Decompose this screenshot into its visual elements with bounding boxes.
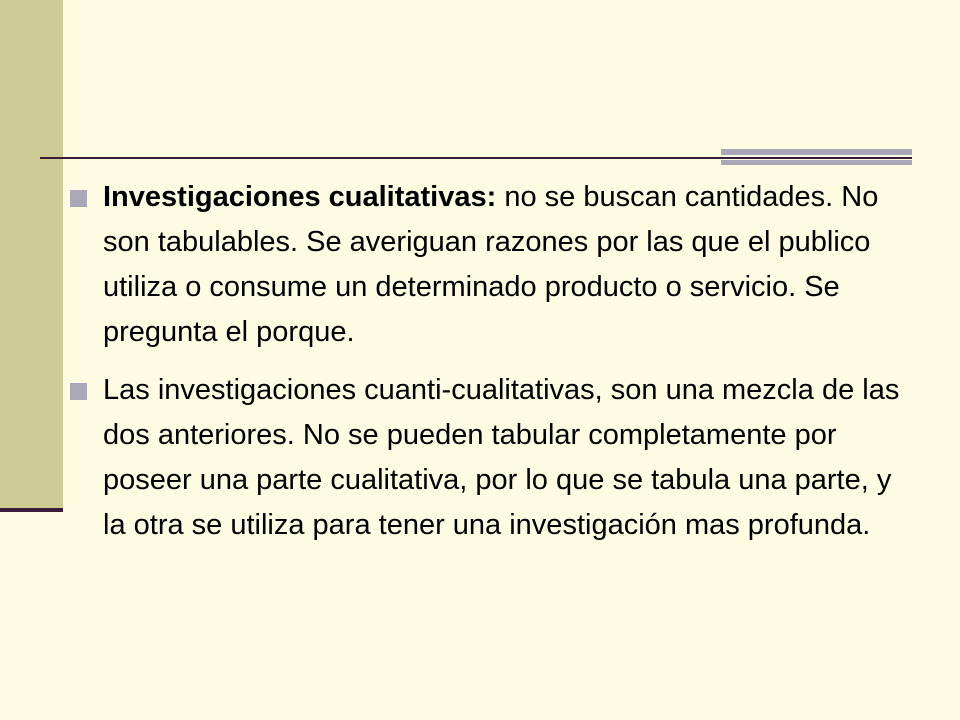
bullet-item-cuanti-cualitativas xyxy=(70,368,910,548)
bullet-item-cualitativas xyxy=(70,175,910,355)
square-bullet-icon xyxy=(70,383,87,400)
divider-accent-bar-top xyxy=(721,149,912,155)
sidebar-accent-line xyxy=(0,508,63,512)
bullet-bold-label: Investigaciones cualitativas: xyxy=(103,181,497,213)
horizontal-divider-line xyxy=(40,157,912,159)
slide-content xyxy=(70,175,910,561)
bullet-text: Las investigaciones cuanti-cualitativas, son una mezcla de las dos anteriores. No se pueden tabular completamente por poseer una parte cualitativa, por lo que se tabula una parte, y la otra se utiliza para tener una investigación mas profunda. xyxy=(103,374,900,541)
bullet-text: no se buscan cantidades. No son tabulables. Se averiguan razones por las que el publico utiliza o consume un determinado producto o servicio. Se pregunta el porque. xyxy=(103,181,879,348)
slide-sidebar-decoration xyxy=(0,0,63,510)
square-bullet-icon xyxy=(70,190,87,207)
divider-accent-bar-bottom xyxy=(721,160,912,165)
